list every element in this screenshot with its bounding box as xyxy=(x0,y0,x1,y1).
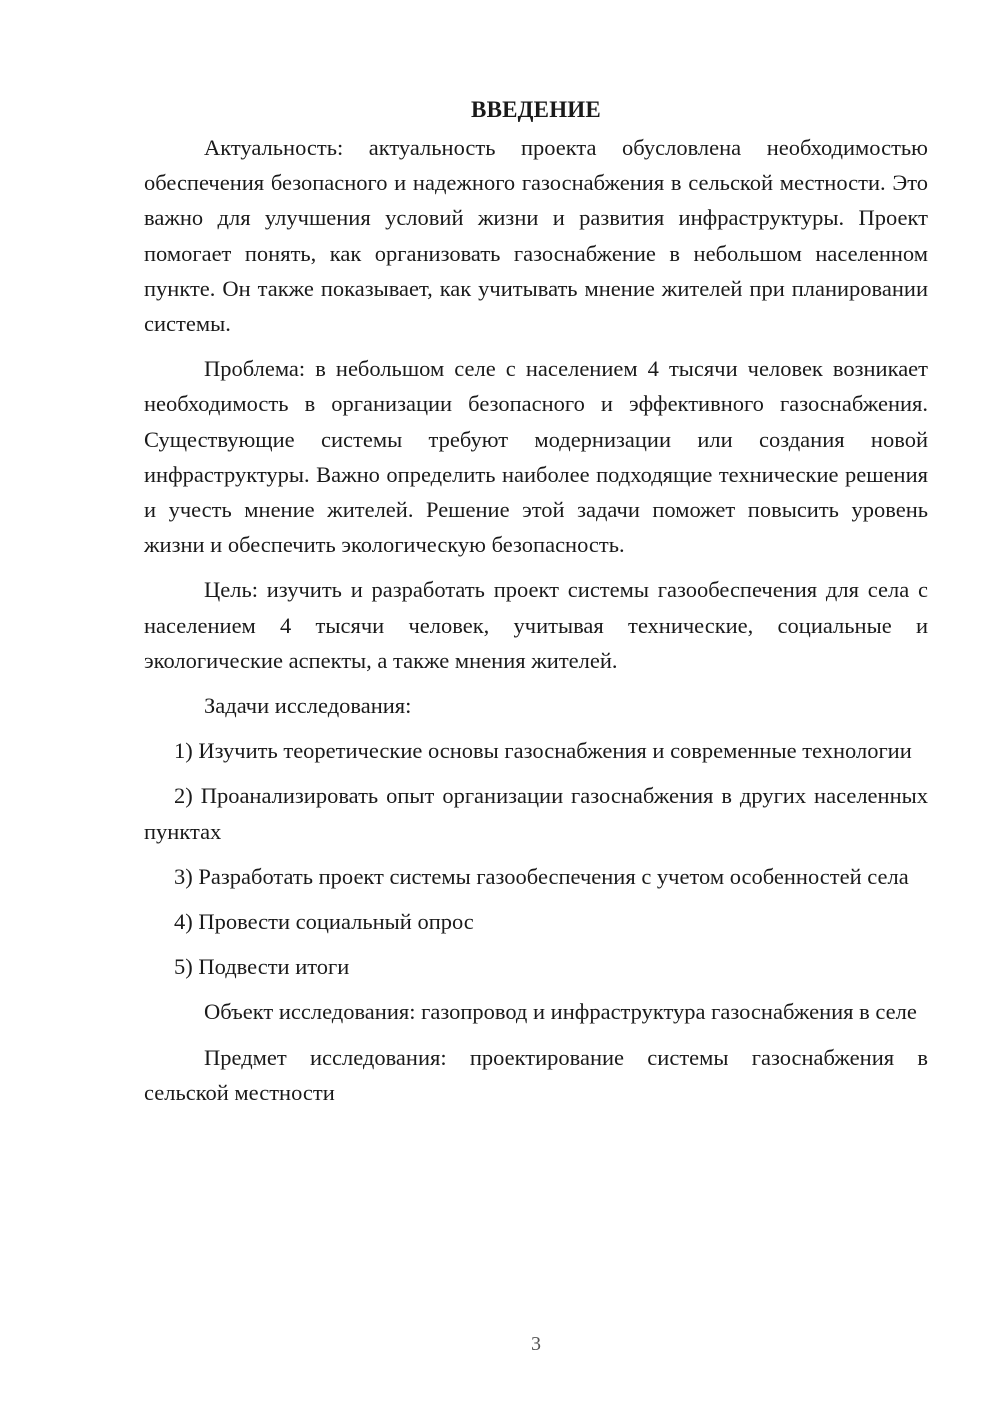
task-item: 5) Подвести итоги xyxy=(174,954,350,980)
tasks-heading: Задачи исследования: xyxy=(204,693,412,719)
task-item: 2) Проанализировать опыт организации газоснабжения в других населенных пунктах xyxy=(144,783,928,844)
task-item: 3) Разработать проект системы газообеспечения с учетом особенностей села xyxy=(174,863,909,889)
task-item: 1) Изучить теоретические основы газоснабжения и современные технологии xyxy=(174,738,912,764)
task-item: 4) Провести социальный опрос xyxy=(174,909,474,935)
section-title: ВВЕДЕНИЕ xyxy=(471,97,601,122)
object-paragraph: Объект исследования: газопровод и инфраструктура газоснабжения в селе xyxy=(204,999,917,1025)
problem-paragraph: Проблема: в небольшом селе с населением 4 тысячи человек возникает необходимость в организации безопасного и эффективного газоснабжения. Существующие системы требуют модернизации или создания новой инфраструктуры. Важно определить наиболее подходящие технические решения и учесть мнение жителей. Решение этой задачи поможет повысить уровень жизни и обеспечить экологическую безопасность. xyxy=(144,356,928,558)
page-content xyxy=(144,92,928,1110)
page-number: 3 xyxy=(531,1333,541,1355)
subject-paragraph: Предмет исследования: проектирование системы газоснабжения в сельской местности xyxy=(144,1044,928,1105)
relevance-paragraph: Актуальность: актуальность проекта обусловлена необходимостью обеспечения безопасного и надежного газоснабжения в сельской местности. Это важно для улучшения условий жизни и развития инфраструктуры. Проект помогает понять, как организовать газоснабжение в небольшом населенном пункте. Он также показывает, как учитывать мнение жителей при планировании системы. xyxy=(144,135,928,337)
goal-paragraph: Цель: изучить и разработать проект системы газообеспечения для села с населением 4 тысячи человек, учитывая технические, социальные и экологические аспекты, а также мнения жителей. xyxy=(144,577,928,673)
